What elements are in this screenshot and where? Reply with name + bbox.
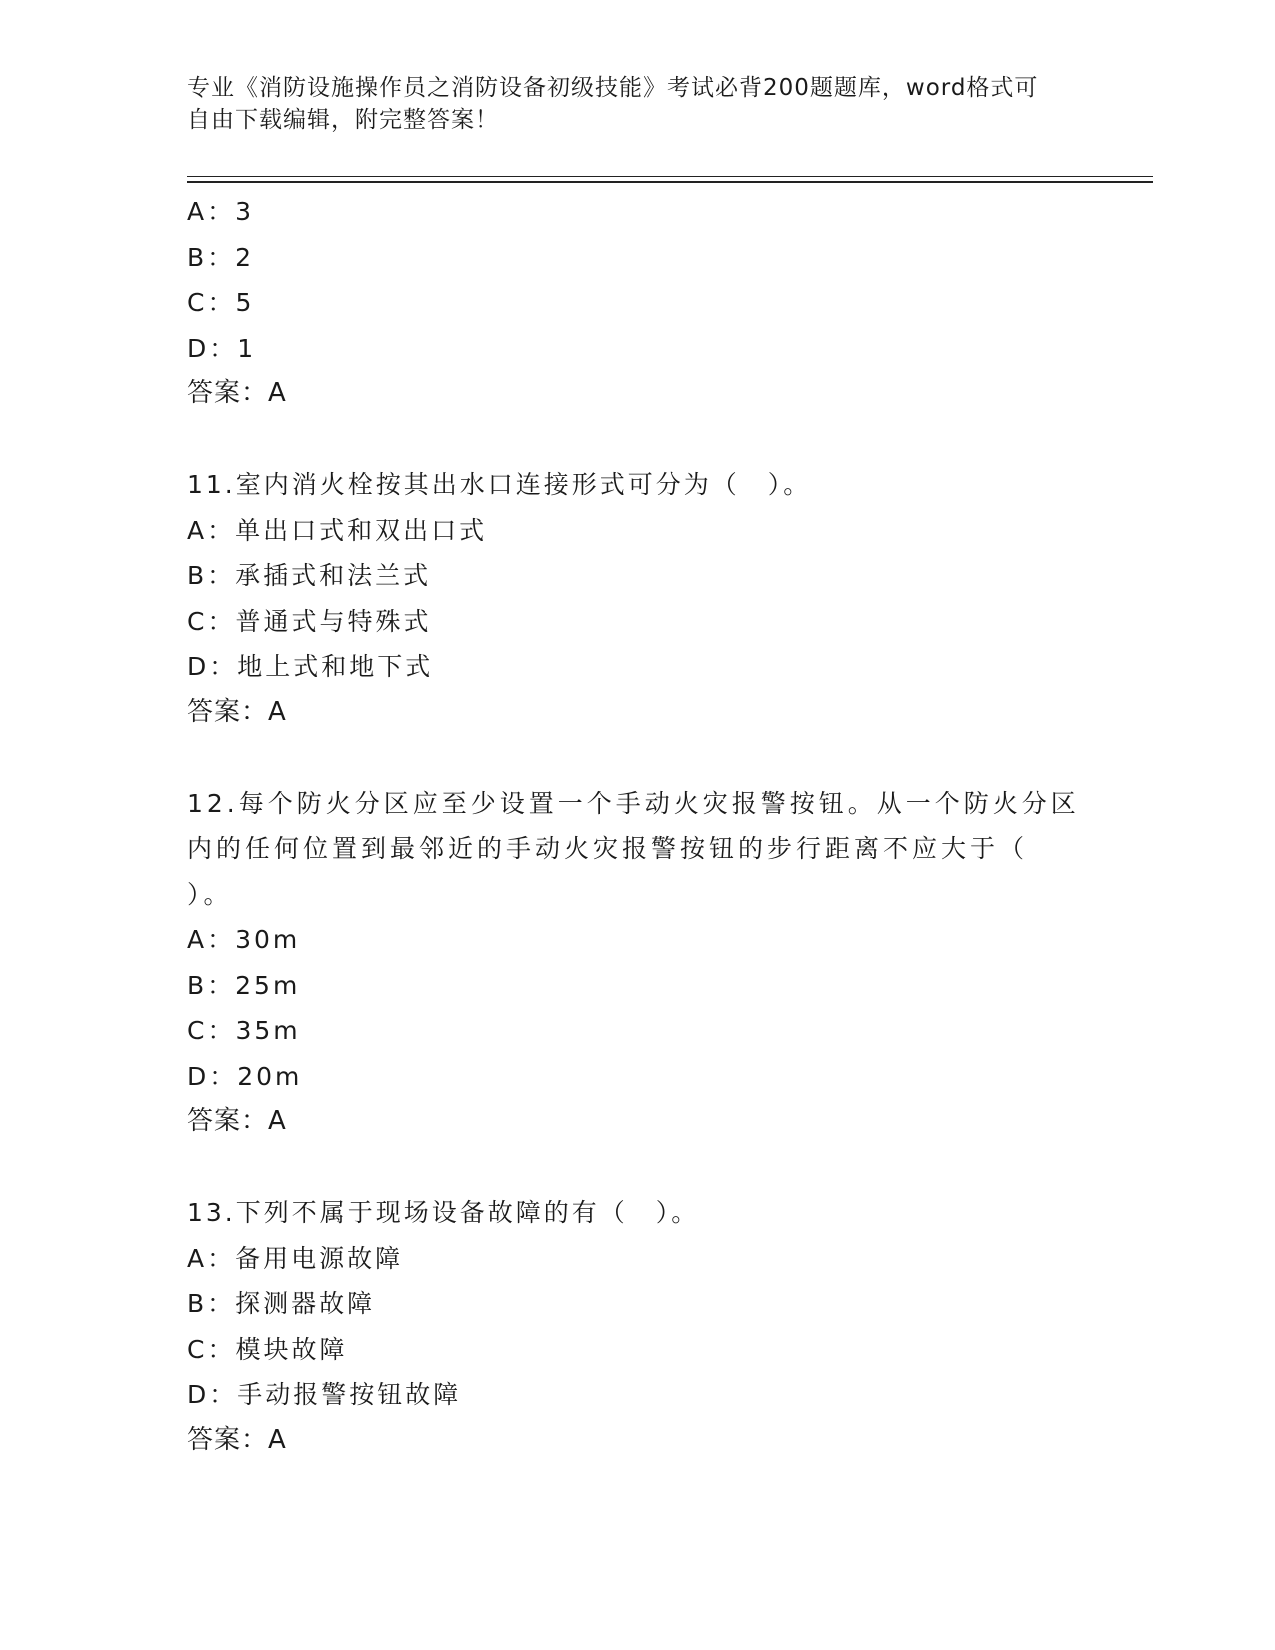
question-11 (187, 462, 1087, 735)
answer: 答案：A (187, 378, 287, 408)
question-13 (187, 1190, 1087, 1463)
option-c: C：35m (187, 1016, 301, 1045)
option-a: A：单出口式和双出口式 (187, 515, 488, 545)
header-divider-bottom (187, 181, 1153, 183)
question-12 (187, 781, 1087, 1145)
question-stem-line-1: 12.每个防火分区应至少设置一个手动火灾报警按钮。从一个防火分区 (187, 788, 1080, 818)
option-c: C：模块故障 (187, 1334, 348, 1364)
header-divider-top (187, 176, 1153, 177)
answer: 答案：A (187, 696, 287, 727)
answer: 答案：A (187, 1424, 287, 1455)
option-b: B：2 (187, 242, 255, 272)
option-a: A：30m (187, 925, 301, 954)
document-header (187, 72, 1067, 136)
option-a: A：备用电源故障 (187, 1243, 404, 1273)
answer: 答案：A (187, 1106, 287, 1136)
option-b: B：承插式和法兰式 (187, 561, 432, 590)
question-stem-line-2: 内的任何位置到最邻近的手动火灾报警按钮的步行距离不应大于（ (187, 834, 1029, 863)
question-stem: 11.室内消火栓按其出水口连接形式可分为（ ）。 (187, 470, 812, 499)
option-c: C：5 (187, 288, 255, 317)
question-stem: 13.下列不属于现场设备故障的有（ ）。 (187, 1198, 700, 1227)
spacer (187, 735, 1087, 781)
option-d: D：地上式和地下式 (187, 652, 434, 681)
header-line-1: 专业《消防设施操作员之消防设备初级技能》考试必背200题题库，word格式可 (187, 75, 1039, 101)
spacer (187, 1145, 1087, 1191)
option-a: A：3 (187, 197, 255, 226)
question-10 (187, 189, 1087, 417)
spacer (187, 417, 1087, 463)
header-line-2: 自由下载编辑，附完整答案！ (187, 107, 499, 133)
question-stem (187, 781, 1080, 918)
option-d: D：手动报警按钮故障 (187, 1380, 462, 1409)
question-stem-line-3: ）。 (187, 879, 233, 909)
option-c: C：普通式与特殊式 (187, 606, 432, 636)
option-b: B：探测器故障 (187, 1289, 376, 1318)
option-d: D：20m (187, 1061, 303, 1091)
option-b: B：25m (187, 970, 301, 1000)
question-list (187, 189, 1087, 1463)
option-d: D：1 (187, 333, 257, 363)
